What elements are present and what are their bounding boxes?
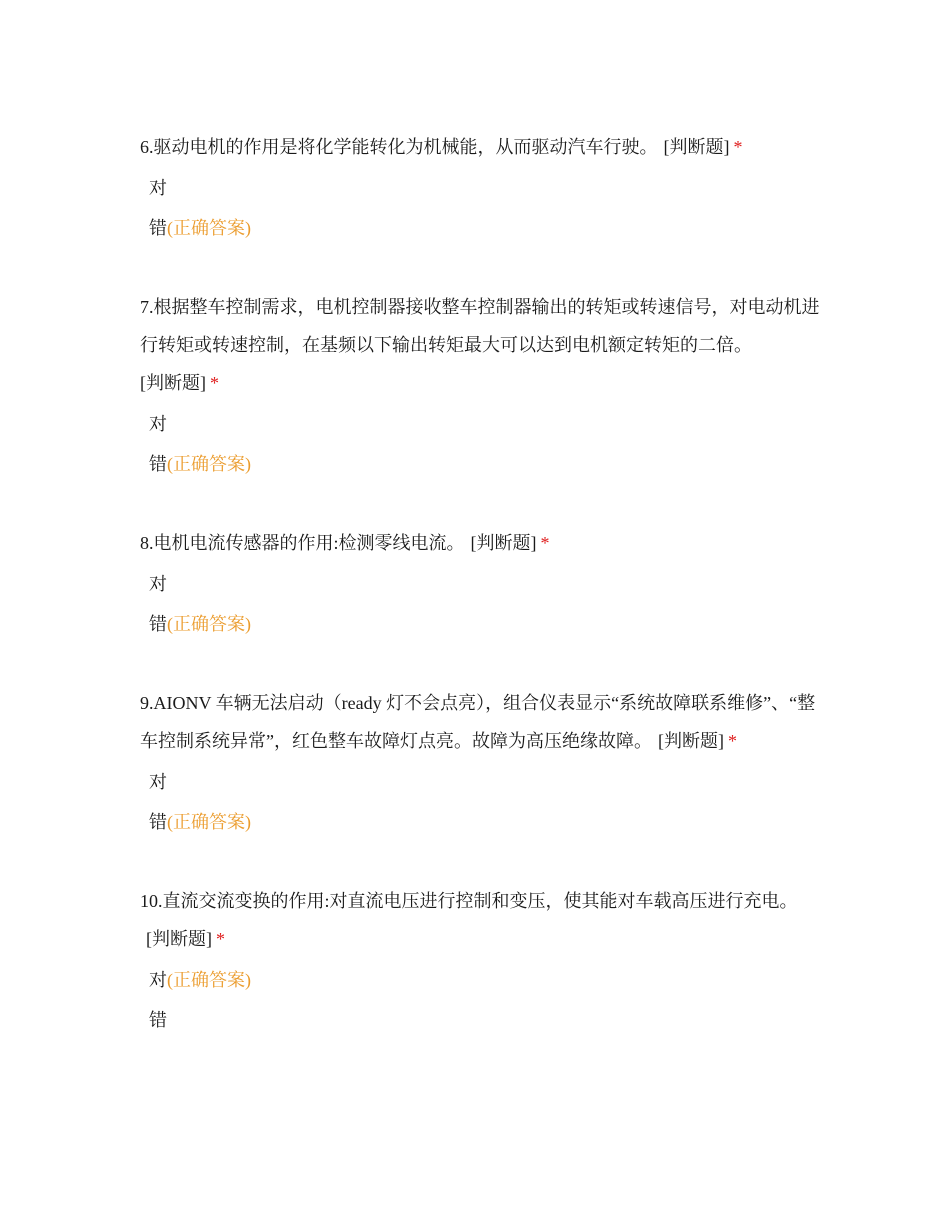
- question-text: 8.电机电流传感器的作用:检测零线电流。 [判断题] *: [140, 533, 550, 553]
- option-true[interactable]: 对(正确答案): [149, 970, 251, 990]
- option-true[interactable]: 对: [149, 574, 167, 594]
- required-mark: *: [733, 137, 743, 157]
- options: [149, 404, 820, 484]
- options: [149, 564, 820, 644]
- correct-answer-tag: (正确答案): [167, 970, 251, 990]
- required-mark: *: [728, 731, 737, 751]
- option-false[interactable]: 错(正确答案): [149, 614, 251, 634]
- option-false[interactable]: 错: [149, 1010, 167, 1030]
- question-type: [判断题]: [470, 533, 537, 553]
- option-true[interactable]: 对: [149, 414, 167, 434]
- correct-answer-tag: (正确答案): [167, 614, 251, 634]
- options: [149, 762, 820, 842]
- correct-answer-tag: (正确答案): [167, 218, 251, 238]
- question-10: [140, 882, 820, 1040]
- question-list: [140, 128, 820, 1040]
- required-mark: *: [540, 533, 550, 553]
- required-mark: *: [216, 929, 225, 949]
- option-true[interactable]: 对: [149, 178, 167, 198]
- question-7: [140, 288, 820, 484]
- question-8: [140, 524, 820, 644]
- options: [149, 168, 820, 248]
- option-false[interactable]: 错(正确答案): [149, 812, 251, 832]
- required-mark: *: [210, 373, 219, 393]
- question-text: 6.驱动电机的作用是将化学能转化为机械能，从而驱动汽车行驶。 [判断题] *: [140, 137, 743, 157]
- correct-answer-tag: (正确答案): [167, 812, 251, 832]
- question-type: [判断题]: [140, 373, 206, 393]
- correct-answer-tag: (正确答案): [167, 454, 251, 474]
- question-6: [140, 128, 820, 248]
- question-9: [140, 684, 820, 842]
- question-text: 7.根据整车控制需求，电机控制器接收整车控制器输出的转矩或转速信号，对电动机进行转矩或转速控制，在基频以下输出转矩最大可以达到电机额定转矩的二倍。 [判断题] *: [140, 297, 820, 393]
- options: [149, 960, 820, 1040]
- option-false[interactable]: 错(正确答案): [149, 454, 251, 474]
- question-type: [判断题]: [658, 731, 724, 751]
- question-text: 10.直流交流变换的作用:对直流电压进行控制和变压，使其能对车载高压进行充电。[判断题] *: [140, 891, 798, 949]
- question-type: [判断题]: [146, 929, 212, 949]
- option-false[interactable]: 错(正确答案): [149, 218, 251, 238]
- option-true[interactable]: 对: [149, 772, 167, 792]
- question-text: 9.AIONV 车辆无法启动（ready 灯不会点亮），组合仪表显示“系统故障联系维修”、“整车控制系统异常”，红色整车故障灯点亮。故障为高压绝缘故障。 [判断题] *: [140, 693, 816, 751]
- question-type: [判断题]: [663, 137, 730, 157]
